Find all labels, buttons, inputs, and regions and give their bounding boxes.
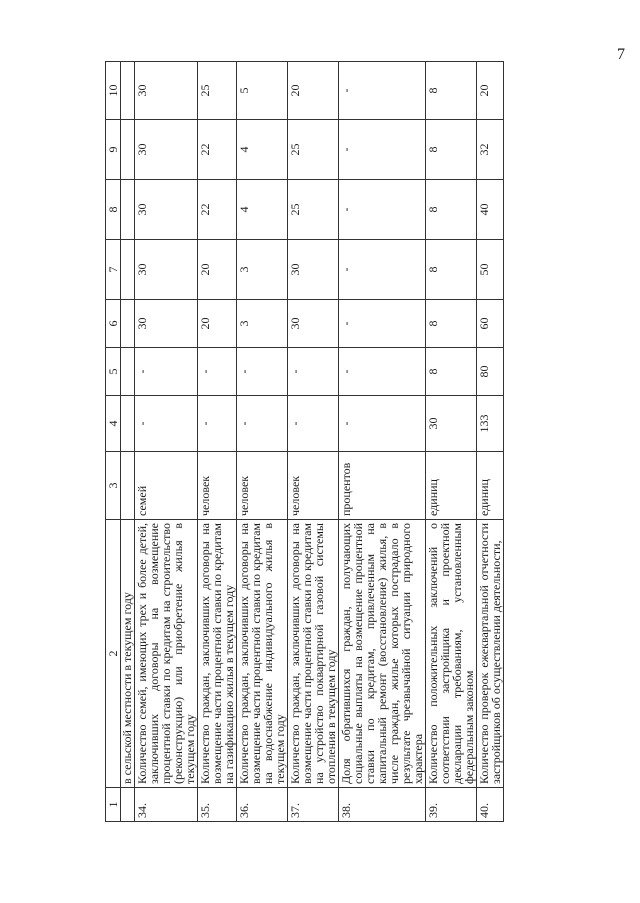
value-cell: 20 [477,62,504,120]
column-header: 7 [106,240,121,300]
value-cell: 8 [426,240,477,300]
row-number: 34. [135,788,198,822]
value-cell: - [339,396,426,452]
row-number: 36. [237,788,288,822]
column-header: 2 [106,520,121,788]
value-cell: 40 [477,180,504,240]
indicator-name: Количество граждан, заключивших договоры на возмещение части процентной ставки по кредитам на устройство поквартирной газовой системы отопления в текущем году [288,520,339,788]
value-cell: 20 [288,62,339,120]
value-cell: 4 [237,180,288,240]
value-cell: 8 [426,62,477,120]
value-cell: 3 [237,240,288,300]
column-header: 1 [106,788,121,822]
indicator-name: Количество семей, имеющих трех и более детей, заключивших договоры на возмещение процентной ставки по кредитам на строительство (реконструкцию) или приобретение жилья в текущем году [135,520,198,788]
value-cell: 50 [477,240,504,300]
value-cell: 25 [288,120,339,180]
value-cell: 8 [426,348,477,396]
value-cell: 80 [477,348,504,396]
column-header: 9 [106,120,121,180]
value-cell: 5 [237,62,288,120]
column-header: 3 [106,452,121,520]
column-number-row [106,62,121,822]
indicator-name: Количество проверок ежеквартальной отчетности застройщиков об осуществлении деятельности, [477,520,504,788]
value-cell: - [198,348,237,396]
value-cell: - [135,396,198,452]
value-cell: 30 [135,300,198,348]
value-cell: - [339,348,426,396]
value-cell: - [198,396,237,452]
value-cell: - [339,180,426,240]
table-row [477,62,504,822]
table-row [198,62,237,822]
value-cell: 60 [477,300,504,348]
table-row [339,62,426,822]
indicator-name: Количество положительных заключений о соответствии застройщика и проектной декларации требованиям, установленным федеральным законом [426,520,477,788]
value-cell: 22 [198,120,237,180]
column-header: 4 [106,396,121,452]
value-cell: - [237,396,288,452]
page-number: 7 [617,46,625,63]
value-cell: 4 [237,120,288,180]
table-row [237,62,288,822]
table-row [135,62,198,822]
indicators-table-wrapper [105,62,575,822]
unit-cell: единиц [426,452,477,520]
value-cell: - [339,240,426,300]
value-cell: 8 [426,300,477,348]
row-number: 37. [288,788,339,822]
row-number: 40. [477,788,504,822]
value-cell: 8 [426,180,477,240]
indicator-name: Доля обратившихся граждан, получающих социальные выплаты на возмещение процентной ставки по кредитам, привлеченным на капитальный ремонт (восстановление) жилья, в числе граждан, жилье которых пострадало в результате чрезвычайной ситуации природного характера [339,520,426,788]
column-header: 8 [106,180,121,240]
indicators-table [105,61,504,822]
unit-cell: единиц [477,452,504,520]
column-header: 6 [106,300,121,348]
indicator-name: Количество граждан, заключивших договоры на возмещение части процентной ставки по кредитам на газификацию жилья в текущем году [198,520,237,788]
value-cell: 20 [198,300,237,348]
value-cell: - [237,348,288,396]
value-cell: - [339,120,426,180]
value-cell: 8 [426,120,477,180]
table-row [426,62,477,822]
row-number: 35. [198,788,237,822]
value-cell: - [339,62,426,120]
row-number: 38. [339,788,426,822]
unit-cell: процентов [339,452,426,520]
value-cell: 30 [426,396,477,452]
value-cell: - [339,300,426,348]
column-header: 5 [106,348,121,396]
indicator-name: Количество граждан, заключивших договоры на возмещение части процентной ставки по кредитам на водоснабжение индивидуального жилья в текущем году [237,520,288,788]
value-cell: 30 [135,240,198,300]
continuation-text: в сельской местности в текущем году [121,520,135,788]
value-cell: - [288,396,339,452]
row-number: 39. [426,788,477,822]
table-row [288,62,339,822]
value-cell: 25 [288,180,339,240]
value-cell: 30 [135,180,198,240]
value-cell: 20 [198,240,237,300]
unit-cell: человек [237,452,288,520]
unit-cell: семей [135,452,198,520]
value-cell: 30 [135,62,198,120]
value-cell: 22 [198,180,237,240]
value-cell: 32 [477,120,504,180]
unit-cell: человек [198,452,237,520]
value-cell: 25 [198,62,237,120]
value-cell: 3 [237,300,288,348]
value-cell: - [288,348,339,396]
column-header: 10 [106,62,121,120]
value-cell: 133 [477,396,504,452]
value-cell: 30 [288,240,339,300]
value-cell: 30 [288,300,339,348]
unit-cell: человек [288,452,339,520]
value-cell: - [135,348,198,396]
continuation-row [121,62,135,822]
value-cell: 30 [135,120,198,180]
